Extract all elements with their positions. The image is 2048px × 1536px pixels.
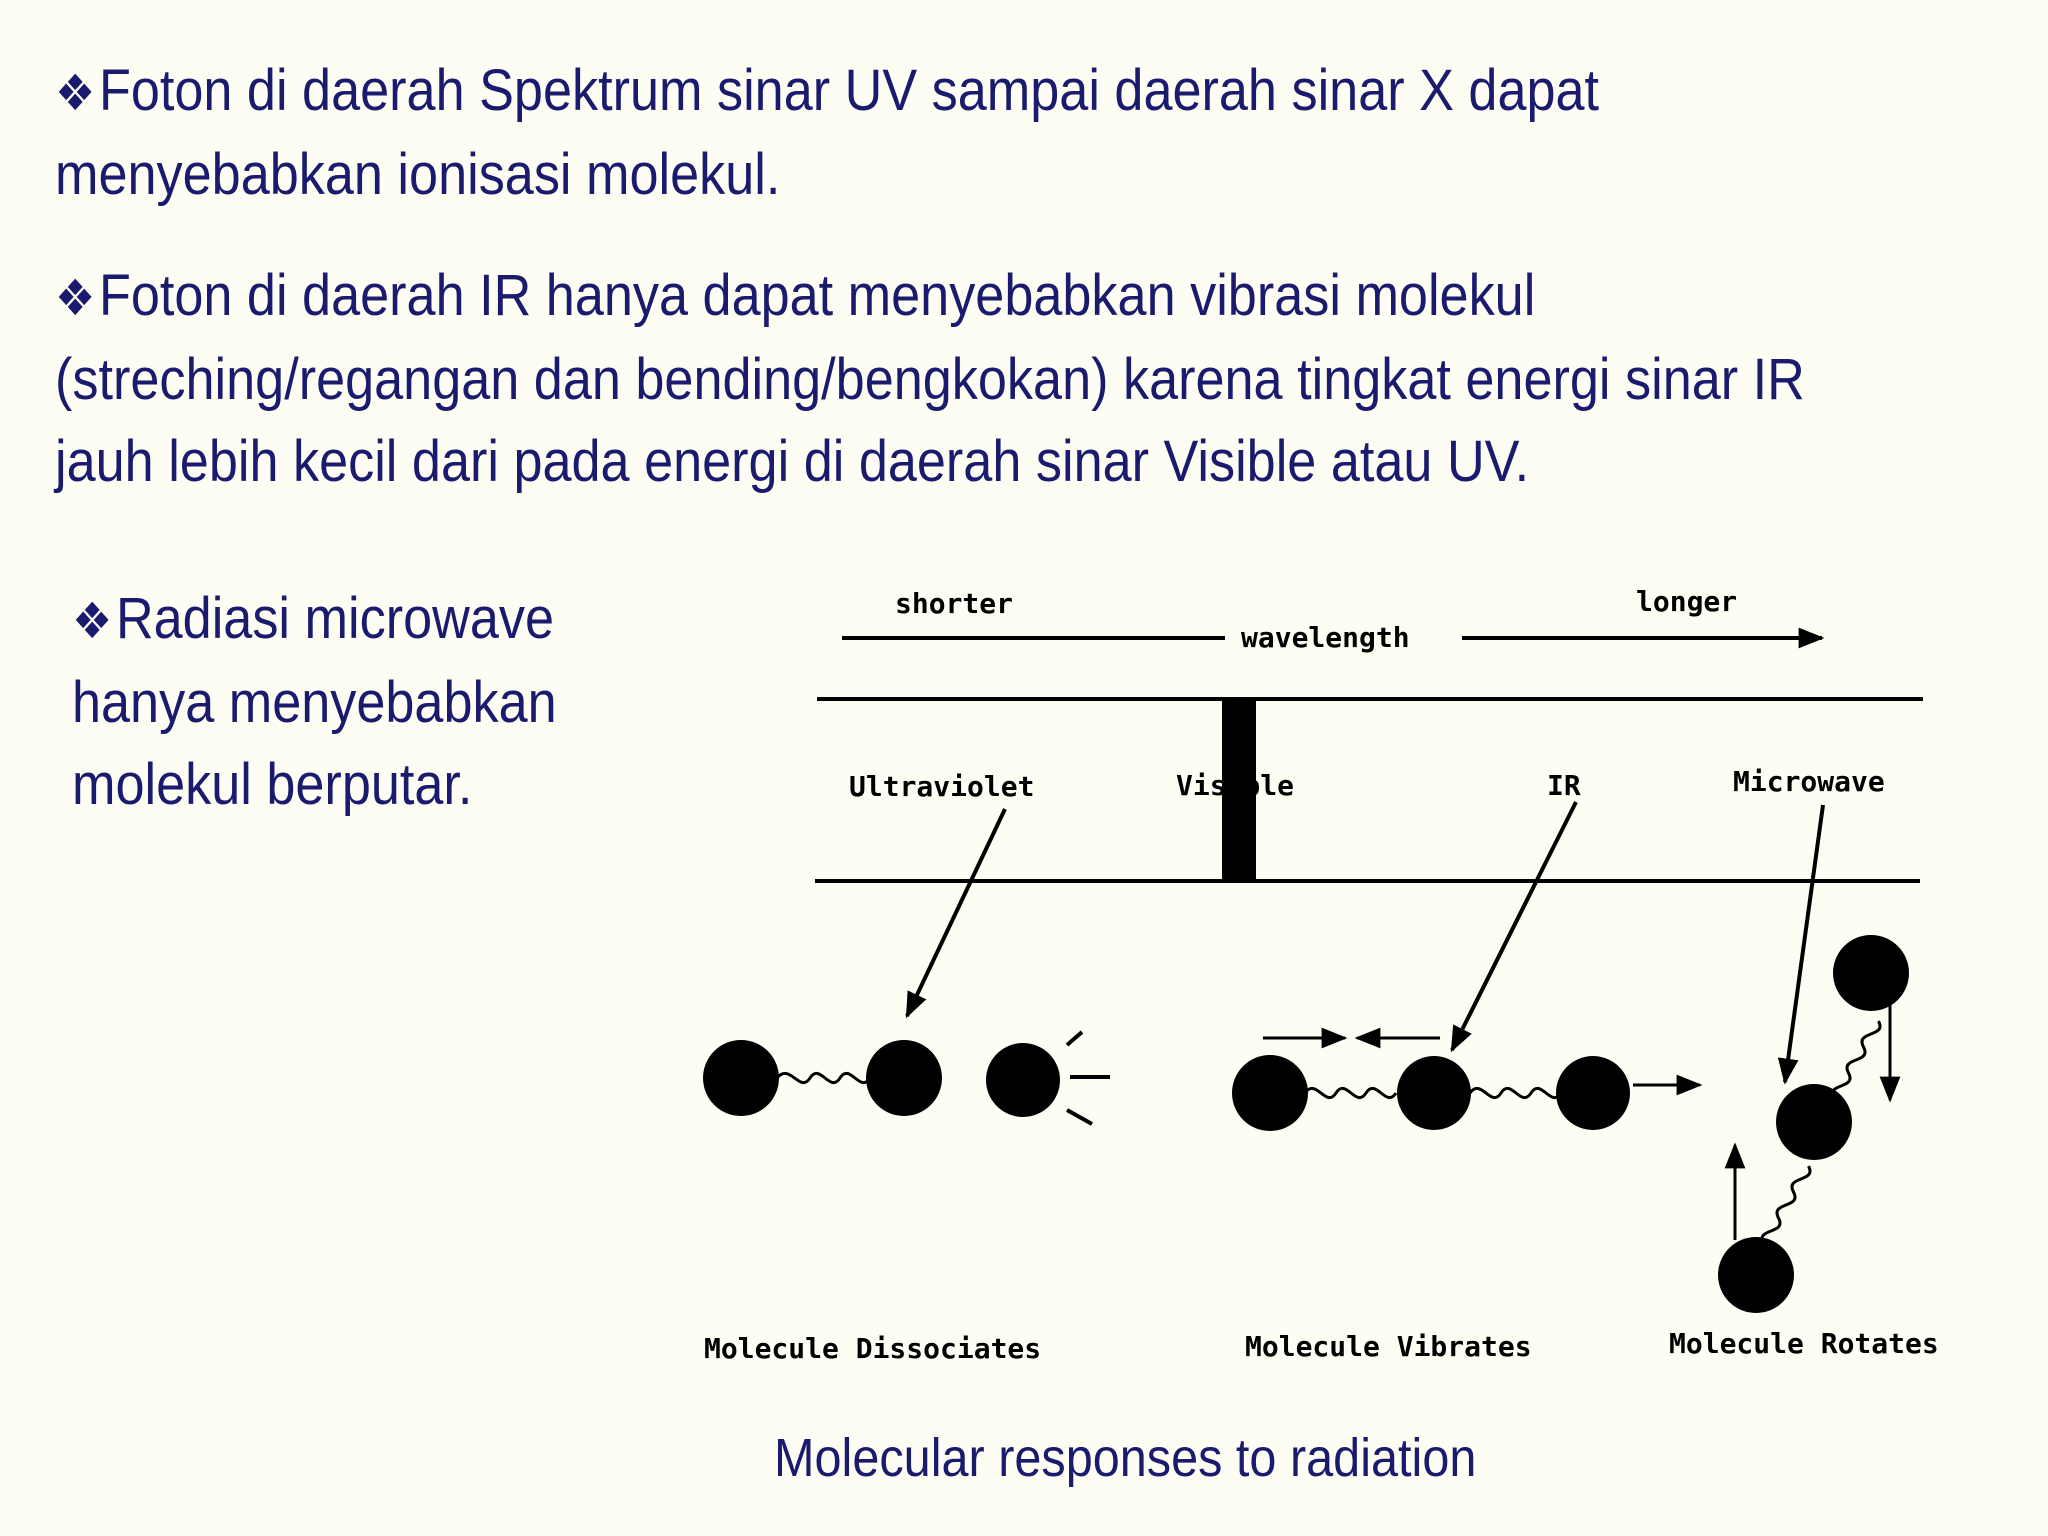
- region-ultraviolet: Ultraviolet: [849, 770, 1035, 803]
- vibrating-molecule: [1232, 1038, 1700, 1131]
- diamond-bullet-icon: ❖: [72, 593, 113, 649]
- region-microwave: Microwave: [1733, 765, 1885, 798]
- diamond-bullet-icon: ❖: [55, 65, 96, 121]
- microwave-pointer-arrow: [1785, 805, 1823, 1082]
- uv-pointer-arrow: [907, 809, 1005, 1016]
- figure-caption: Molecular responses to radiation: [773, 1428, 1477, 1488]
- longer-label: longer: [1636, 585, 1738, 618]
- diamond-bullet-icon: ❖: [55, 270, 96, 326]
- shorter-label: shorter: [895, 587, 1014, 620]
- response-rotates: Molecule Rotates: [1669, 1327, 1939, 1360]
- ir-pointer-arrow: [1452, 802, 1576, 1050]
- region-visible: Visible: [1176, 769, 1295, 802]
- bullet-text: Radiasi microwave hanya menyebabkan molekul berputar.: [72, 586, 557, 817]
- wavelength-label: wavelength: [1241, 621, 1410, 654]
- region-ir: IR: [1547, 769, 1581, 802]
- bullet-text: Foton di daerah Spektrum sinar UV sampai daerah sinar X dapat menyebabkan ionisasi molekul.: [55, 58, 1600, 207]
- response-dissociates: Molecule Dissociates: [704, 1332, 1042, 1365]
- rotating-molecule: [1718, 935, 1909, 1313]
- bullet-text: Foton di daerah IR hanya dapat menyebabkan vibrasi molekul (streching/regangan dan bending/bengkokan) karena tingkat energi sinar IR jauh lebih kecil dari pada energi di daerah sinar Visible atau UV.: [55, 263, 1805, 494]
- dissociating-molecule: [703, 1032, 1110, 1124]
- response-vibrates: Molecule Vibrates: [1245, 1330, 1532, 1363]
